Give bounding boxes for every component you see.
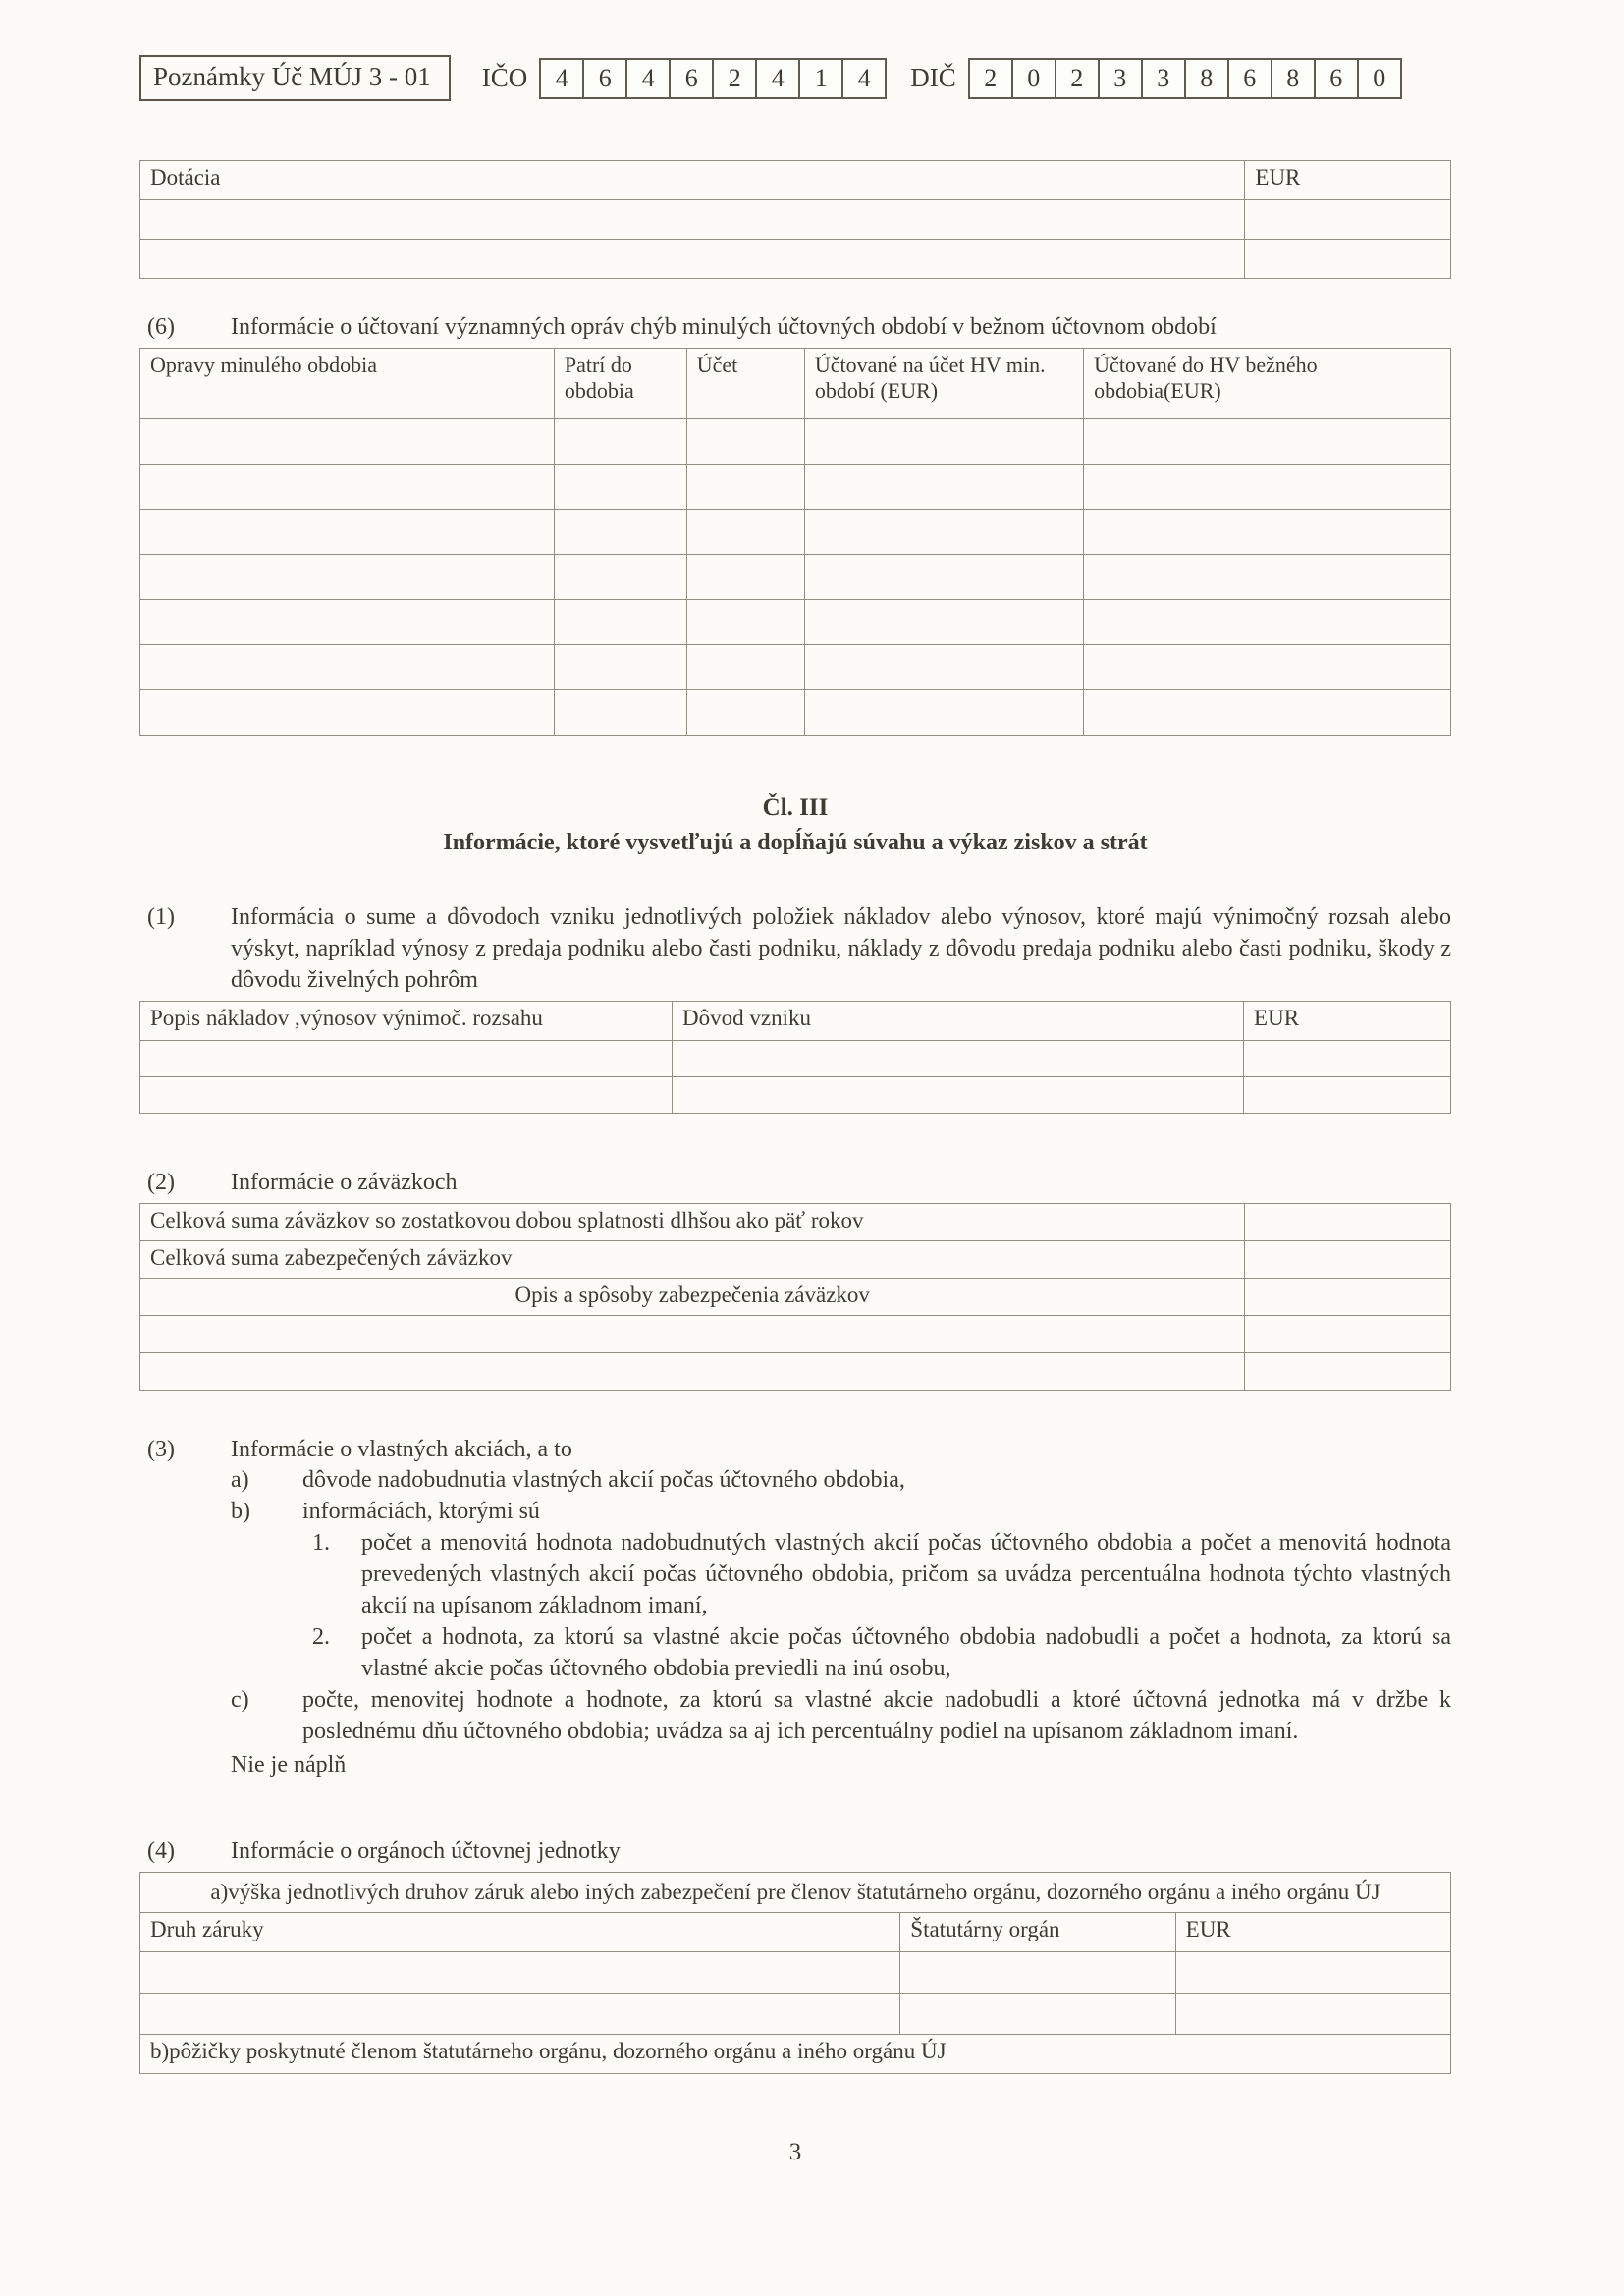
column-header: Druh záruky — [140, 1913, 900, 1952]
liabilities-row-label: Celková suma záväzkov so zostatkovou dobou splatnosti dlhšou ako päť rokov — [140, 1204, 1245, 1241]
empty-cell — [1245, 200, 1451, 240]
list-item — [139, 1527, 1451, 1621]
section-number: (6) — [147, 314, 175, 340]
ico-digit-cell: 2 — [712, 58, 757, 99]
organs-row-b: b)pôžičky poskytnuté členom štatutárneho orgánu, dozorného orgánu a iného orgánu ÚJ — [140, 2035, 1451, 2074]
column-header: Popis nákladov ,výnosov výnimoč. rozsahu — [140, 1002, 673, 1041]
dic-digit-boxes — [968, 58, 1402, 99]
section-title: Informácie o orgánoch účtovnej jednotky — [231, 1838, 621, 1864]
section6-heading — [139, 312, 1451, 342]
item-label: c) — [231, 1687, 249, 1713]
table-row — [140, 465, 1451, 510]
table-header-row — [140, 349, 1451, 419]
column-header: Účet — [686, 349, 804, 419]
dic-digit-cell: 8 — [1184, 58, 1229, 99]
table-header-row — [140, 1913, 1451, 1952]
column-header: Účtované na účet HV min. období (EUR) — [804, 349, 1083, 419]
table-row — [140, 645, 1451, 690]
item-label: 1. — [312, 1530, 330, 1556]
section2-heading — [139, 1168, 1451, 1197]
form-title: Poznámky Úč MÚJ 3 - 01 — [139, 55, 451, 101]
dotacia-table — [139, 160, 1451, 279]
paragraph-text: Informácia o sume a dôvodoch vzniku jednotlivých položiek nákladov alebo výnosov, ktoré majú výnimočný rozsah alebo výskyt, napríklad výnosy z predaja podniku alebo časti podniku, náklady z dôvodu predaja podniku alebo časti podniku, škody z dôvodu živelných pohrôm — [231, 904, 1451, 993]
article-heading: Čl. III — [762, 794, 829, 821]
empty-cell — [839, 200, 1245, 240]
section3-list — [139, 1464, 1451, 1782]
empty-cell — [1245, 240, 1451, 279]
item-text: počte, menovitej hodnote a hodnote, za ktorú sa vlastné akcie nadobudli a ktoré účtovná jednotka má v držbe k poslednému dňu účtovného obdobia; uvádza sa aj ich percentuálny podiel na upísanom základnom imaní. — [302, 1687, 1451, 1744]
ico-digit-cell: 4 — [539, 58, 584, 99]
liabilities-table — [139, 1203, 1451, 1391]
dic-digit-cell: 0 — [1011, 58, 1056, 99]
table-row — [140, 555, 1451, 600]
section-number: (2) — [147, 1170, 175, 1195]
table-row — [140, 200, 1451, 240]
item-label: a) — [231, 1467, 249, 1493]
dic-digit-cell: 2 — [968, 58, 1013, 99]
dic-digit-cell: 3 — [1098, 58, 1143, 99]
article-subheading: Informácie, ktoré vysvetľujú a dopĺňajú súvahu a výkaz ziskov a strát — [443, 830, 1148, 855]
currency-label: EUR — [1245, 161, 1451, 200]
list-item — [139, 1496, 1451, 1527]
table-row — [140, 1279, 1451, 1316]
item-text: informáciách, ktorými sú — [302, 1499, 540, 1524]
empty-cell — [140, 200, 839, 240]
liabilities-center-label: Opis a spôsoby zabezpečenia záväzkov — [140, 1279, 1245, 1316]
item-text: počet a menovitá hodnota nadobudnutých vlastných akcií počas účtovného obdobia a počet a menovitá hodnota prevedených vlastných akcií počas účtovného obdobia, pričom sa uvádza percentuálna hodnota týchto vlastných akcií na upísanom základnom imaní, — [361, 1530, 1451, 1618]
section4-heading — [139, 1836, 1451, 1866]
column-header: Opravy minulého obdobia — [140, 349, 555, 419]
table-row — [140, 1353, 1451, 1391]
form-header — [139, 55, 1451, 101]
section-title: Informácie o účtovaní významných opráv chýb minulých účtovných období v bežnom účtovnom období — [231, 314, 1217, 340]
dic-group — [910, 58, 1402, 99]
empty-cell — [839, 240, 1245, 279]
organs-table — [139, 1872, 1451, 2074]
section-title: Informácie o vlastných akciách, a to — [231, 1437, 572, 1462]
ico-digit-cell: 4 — [841, 58, 887, 99]
empty-cell — [839, 161, 1245, 200]
item-text: počet a hodnota, za ktorú sa vlastné akcie počas účtovného obdobia nadobudli a počet a hodnota, za ktorú sa vlastné akcie počas účtovného obdobia previedli na inú osobu, — [361, 1624, 1451, 1681]
empty-cell — [1245, 1204, 1451, 1241]
table-row — [140, 510, 1451, 555]
table-row — [140, 1204, 1451, 1241]
column-header: Účtované do HV bežného obdobia(EUR) — [1084, 349, 1451, 419]
dic-digit-cell: 2 — [1055, 58, 1100, 99]
table-row — [140, 1316, 1451, 1353]
section-number: (4) — [147, 1838, 175, 1864]
table-row — [140, 600, 1451, 645]
table-row — [140, 1873, 1451, 1913]
list-item — [139, 1684, 1451, 1747]
item-label: 2. — [312, 1624, 330, 1650]
organs-row-a: a)výška jednotlivých druhov záruk alebo iných zabezpečení pre členov štatutárneho orgánu, dozorného orgánu a iného orgánu ÚJ — [140, 1873, 1451, 1913]
table-row — [140, 690, 1451, 736]
table-row — [140, 1041, 1451, 1077]
expenses-table — [139, 1001, 1451, 1114]
ico-digit-cell: 1 — [798, 58, 843, 99]
dic-digit-cell: 6 — [1227, 58, 1272, 99]
section-number: (1) — [147, 904, 175, 930]
dic-digit-cell: 3 — [1141, 58, 1186, 99]
column-header: Štatutárny orgán — [900, 1913, 1175, 1952]
dic-digit-cell: 6 — [1314, 58, 1359, 99]
item-label: b) — [231, 1499, 250, 1524]
empty-cell — [140, 240, 839, 279]
list-item — [139, 1464, 1451, 1496]
column-header: EUR — [1175, 1913, 1450, 1952]
table-header-row — [140, 1002, 1451, 1041]
table-row — [140, 1077, 1451, 1114]
table-row — [140, 419, 1451, 465]
table-row — [140, 2035, 1451, 2074]
ico-label: IČO — [481, 63, 528, 92]
column-header: Dôvod vzniku — [673, 1002, 1244, 1041]
table-row — [140, 1994, 1451, 2035]
ico-group — [482, 58, 888, 99]
column-header: EUR — [1244, 1002, 1451, 1041]
section3-heading — [139, 1435, 1451, 1464]
ico-digit-cell: 4 — [625, 58, 671, 99]
empty-cell — [1245, 1241, 1451, 1279]
dic-digit-cell: 0 — [1357, 58, 1402, 99]
table-row — [140, 1241, 1451, 1279]
dotacia-title-cell: Dotácia — [140, 161, 839, 200]
section-number: (3) — [147, 1437, 175, 1462]
ico-digit-cell: 6 — [582, 58, 627, 99]
list-item — [139, 1621, 1451, 1684]
liabilities-row-label: Celková suma zabezpečených záväzkov — [140, 1241, 1245, 1279]
dic-label: DIČ — [910, 63, 956, 92]
column-header: Patrí do obdobia — [554, 349, 686, 419]
note-text: Nie je náplň — [231, 1752, 347, 1777]
item-text: dôvode nadobudnutia vlastných akcií počas účtovného obdobia, — [302, 1467, 905, 1493]
table-row — [140, 1952, 1451, 1994]
ico-digit-cell: 4 — [755, 58, 800, 99]
page-number: 3 — [788, 2139, 802, 2165]
empty-cell — [1245, 1279, 1451, 1316]
dic-digit-cell: 8 — [1271, 58, 1316, 99]
table-row — [140, 240, 1451, 279]
section-title: Informácie o záväzkoch — [231, 1170, 458, 1195]
ico-digit-cell: 6 — [669, 58, 714, 99]
ico-digit-boxes — [539, 58, 887, 99]
corrections-table — [139, 348, 1451, 736]
section1-paragraph — [139, 902, 1451, 996]
